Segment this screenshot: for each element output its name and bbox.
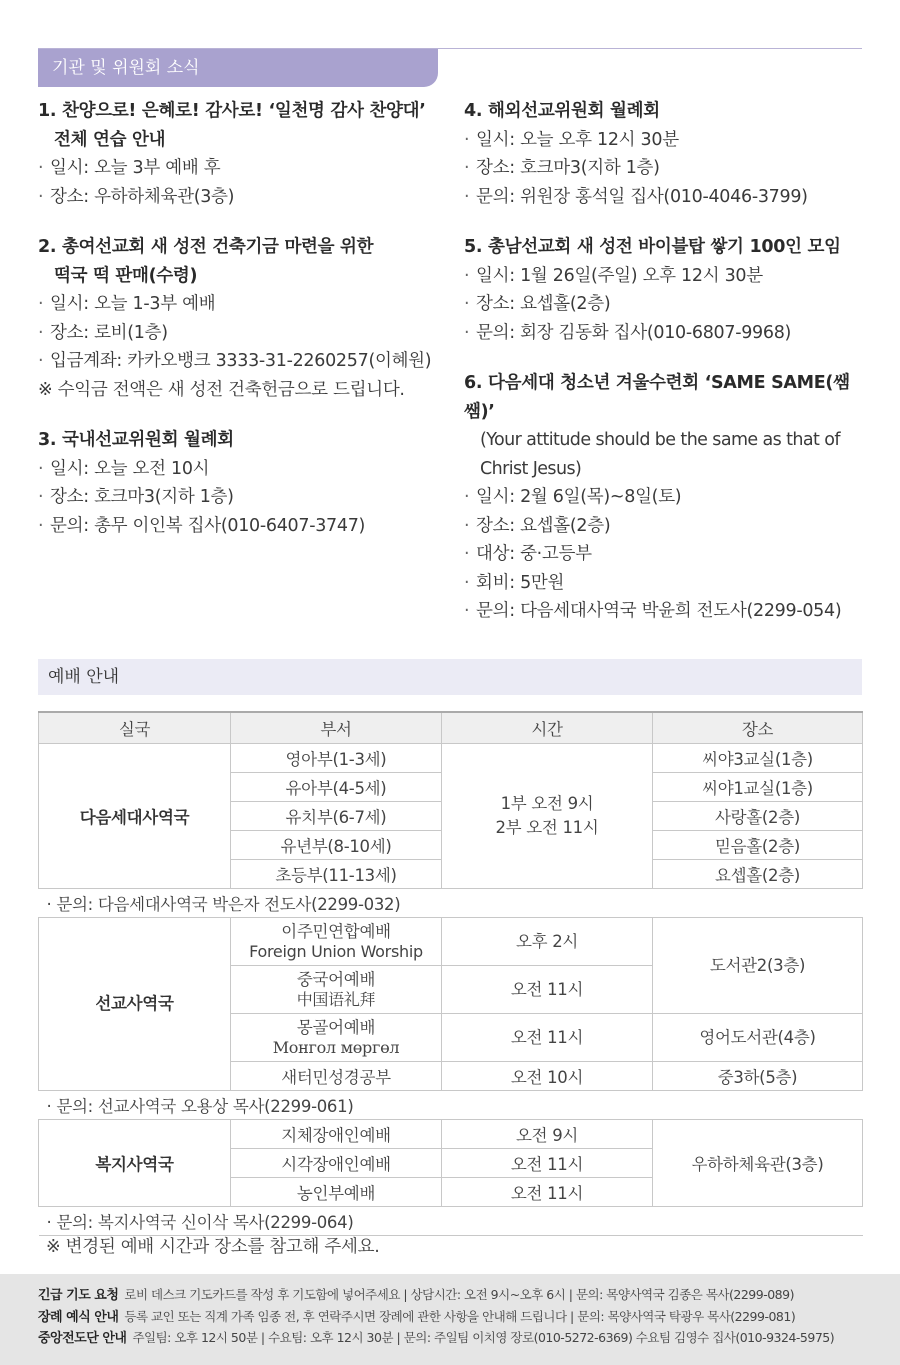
group-cell: 시각장애인예배 bbox=[231, 1149, 442, 1178]
notice-6 bbox=[464, 369, 874, 626]
notice-line: · 문의: 다음세대사역국 박윤희 전도사(2299-054) bbox=[464, 597, 874, 626]
notice-line: · 문의: 회장 김동화 집사(010-6807-9968) bbox=[464, 319, 874, 348]
notice-subtitle: 떡국 떡 판매(수령) bbox=[54, 265, 198, 286]
place-cell: 도서관2(3층) bbox=[653, 918, 863, 1014]
group-name-sub: 中国语礼拜 bbox=[296, 989, 376, 1009]
group-cell bbox=[231, 1014, 442, 1062]
place-cell: 믿음홀(2층) bbox=[653, 831, 863, 860]
group-cell: 영아부(1-3세) bbox=[231, 744, 442, 773]
notice-title: 4. 해외선교위원회 월례회 bbox=[464, 101, 660, 121]
footer-label: 장례 예식 안내 bbox=[38, 1309, 119, 1325]
notice-title: 3. 국내선교위원회 월례회 bbox=[38, 430, 234, 450]
notice-3 bbox=[38, 426, 458, 540]
inquiry-text: · 문의: 다음세대사역국 박은자 전도사(2299-032) bbox=[47, 895, 401, 914]
notice-line: · 일시: 오늘 오후 12시 30분 bbox=[464, 126, 874, 155]
time-cell bbox=[442, 744, 653, 889]
footer-label: 긴급 기도 요청 bbox=[38, 1288, 119, 1303]
table-header-row bbox=[39, 712, 863, 744]
column-header: 장소 bbox=[653, 712, 863, 744]
footer-label: 중앙전도단 안내 bbox=[38, 1331, 127, 1346]
group-cell: 초등부(11-13세) bbox=[231, 860, 442, 889]
notice-line: · 장소: 호크마3(지하 1층) bbox=[464, 154, 874, 183]
notice-line: · 문의: 총무 이인복 집사(010-6407-3747) bbox=[38, 512, 458, 541]
dept-cell: 복지사역국 bbox=[39, 1120, 231, 1207]
inquiry-cell bbox=[39, 1091, 863, 1120]
notice-title: 6. 다음세대 청소년 겨울수련회 ‘SAME SAME(쌤쌤)’ bbox=[464, 373, 850, 422]
notice-line: · 대상: 중·고등부 bbox=[464, 540, 874, 569]
time-cell: 오전 10시 bbox=[442, 1062, 653, 1091]
notice-line: · 문의: 위원장 홍석일 집사(010-4046-3799) bbox=[464, 183, 874, 212]
notice-line: · 일시: 오늘 1-3부 예배 bbox=[38, 290, 458, 319]
notice-line: · 장소: 요셉홀(2층) bbox=[464, 290, 874, 319]
worship-header: 예배 안내 bbox=[38, 659, 862, 695]
notice-line: · 입금계좌: 카카오뱅크 3333-31-2260257(이혜원) bbox=[38, 347, 458, 376]
footer-line bbox=[38, 1285, 900, 1307]
notice-4 bbox=[464, 97, 874, 211]
column-header: 부서 bbox=[231, 712, 442, 744]
group-cell: 유아부(4-5세) bbox=[231, 773, 442, 802]
time-cell: 오전 11시 bbox=[442, 1149, 653, 1178]
notice-note: ※ 수익금 전액은 새 성전 건축헌금으로 드립니다. bbox=[38, 379, 405, 400]
place-cell: 씨야3교실(1층) bbox=[653, 744, 863, 773]
inquiry-row bbox=[39, 1091, 863, 1120]
notice-line: · 일시: 오늘 오전 10시 bbox=[38, 455, 458, 484]
table-row bbox=[39, 1120, 863, 1149]
notice-subtitle: 전체 연습 안내 bbox=[54, 129, 166, 150]
notice-subtitle: (Your attitude should be the same as that of Christ Jesus) bbox=[480, 430, 840, 479]
notice-line: · 일시: 오늘 3부 예배 후 bbox=[38, 154, 458, 183]
footer bbox=[0, 1274, 900, 1365]
place-cell: 영어도서관(4층) bbox=[653, 1014, 863, 1062]
footer-line bbox=[38, 1328, 900, 1350]
time-cell: 오전 11시 bbox=[442, 966, 653, 1014]
notice-2 bbox=[38, 233, 458, 404]
group-name-sub: Foreign Union Worship bbox=[249, 941, 423, 961]
group-name: 몽골어예배 bbox=[296, 1017, 376, 1037]
time-cell: 오전 9시 bbox=[442, 1120, 653, 1149]
notice-line: · 일시: 2월 6일(목)~8일(토) bbox=[464, 483, 874, 512]
footer-line bbox=[38, 1307, 900, 1329]
group-cell bbox=[231, 966, 442, 1014]
time-cell: 오전 11시 bbox=[442, 1178, 653, 1207]
notices-left bbox=[38, 97, 458, 562]
place-cell: 사랑홀(2층) bbox=[653, 802, 863, 831]
inquiry-text: · 문의: 복지사역국 신이삭 목사(2299-064) bbox=[47, 1213, 354, 1232]
footer-text: 등록 교인 또는 직계 가족 임종 전, 후 연락주시면 장례에 관한 사항을 안내해 드립니다 | 문의: 목양사역국 탁광우 목사(2299-081) bbox=[124, 1308, 796, 1324]
footer-text: 로비 데스크 기도카드를 작성 후 기도함에 넣어주세요 | 상담시간: 오전 9시~오후 6시 | 문의: 목양사역국 김종은 목사(2299-089) bbox=[124, 1287, 794, 1302]
notice-title: 5. 총남선교회 새 성전 바이블탑 쌓기 100인 모임 bbox=[464, 237, 841, 257]
inquiry-text: · 문의: 선교사역국 오용상 목사(2299-061) bbox=[47, 1097, 354, 1116]
notice-line: · 장소: 우하하체육관(3층) bbox=[38, 183, 458, 212]
place-cell: 씨야1교실(1층) bbox=[653, 773, 863, 802]
group-name: 중국어예배 bbox=[296, 969, 376, 989]
group-cell: 지체장애인예배 bbox=[231, 1120, 442, 1149]
group-cell: 유년부(8-10세) bbox=[231, 831, 442, 860]
place-cell: 우하하체육관(3층) bbox=[653, 1120, 863, 1207]
notice-1 bbox=[38, 97, 458, 211]
group-cell: 농인부예배 bbox=[231, 1178, 442, 1207]
notice-line: · 장소: 로비(1층) bbox=[38, 319, 458, 348]
inquiry-cell bbox=[39, 889, 863, 918]
section-title: 기관 및 위원회 소식 bbox=[38, 49, 438, 87]
time-cell: 오후 2시 bbox=[442, 918, 653, 966]
group-name: 이주민연합예배 bbox=[281, 921, 391, 941]
notice-line: · 장소: 호크마3(지하 1층) bbox=[38, 483, 458, 512]
notice-5 bbox=[464, 233, 874, 347]
notice-line: · 일시: 1월 26일(주일) 오후 12시 30분 bbox=[464, 262, 874, 291]
column-header: 실국 bbox=[39, 712, 231, 744]
table-row bbox=[39, 918, 863, 966]
inquiry-cell bbox=[39, 1207, 863, 1236]
group-cell bbox=[231, 918, 442, 966]
notice-line: · 장소: 요셉홀(2층) bbox=[464, 512, 874, 541]
notice-title: 2. 총여선교회 새 성전 건축기금 마련을 위한 bbox=[38, 237, 374, 257]
inquiry-row bbox=[39, 1207, 863, 1236]
footer-text: 주일팀: 오후 12시 50분 | 수요팀: 오후 12시 30분 | 문의: 주일팀 이치영 장로(010-5272-6369) 수요팀 김영수 집사(010-9324-5975) bbox=[132, 1330, 835, 1345]
place-cell: 요셉홀(2층) bbox=[653, 860, 863, 889]
column-header: 시간 bbox=[442, 712, 653, 744]
time-line: 1부 오전 9시 bbox=[500, 794, 594, 813]
dept-cell: 다음세대사역국 bbox=[39, 744, 231, 889]
notice-line: · 회비: 5만원 bbox=[464, 569, 874, 598]
group-cell: 유치부(6-7세) bbox=[231, 802, 442, 831]
table-row bbox=[39, 744, 863, 773]
notice-title: 1. 찬양으로! 은혜로! 감사로! ‘일천명 감사 찬양대’ bbox=[38, 101, 426, 121]
dept-cell: 선교사역국 bbox=[39, 918, 231, 1091]
worship-table bbox=[38, 711, 863, 1236]
notices-right bbox=[464, 97, 874, 648]
inquiry-row bbox=[39, 889, 863, 918]
final-note: ※ 변경된 예배 시간과 장소를 참고해 주세요. bbox=[46, 1237, 380, 1257]
group-name-sub: Монгол мөргөл bbox=[272, 1037, 400, 1057]
group-cell: 새터민성경공부 bbox=[231, 1062, 442, 1091]
place-cell: 중3하(5층) bbox=[653, 1062, 863, 1091]
time-line: 2부 오전 11시 bbox=[495, 818, 599, 837]
time-cell: 오전 11시 bbox=[442, 1014, 653, 1062]
